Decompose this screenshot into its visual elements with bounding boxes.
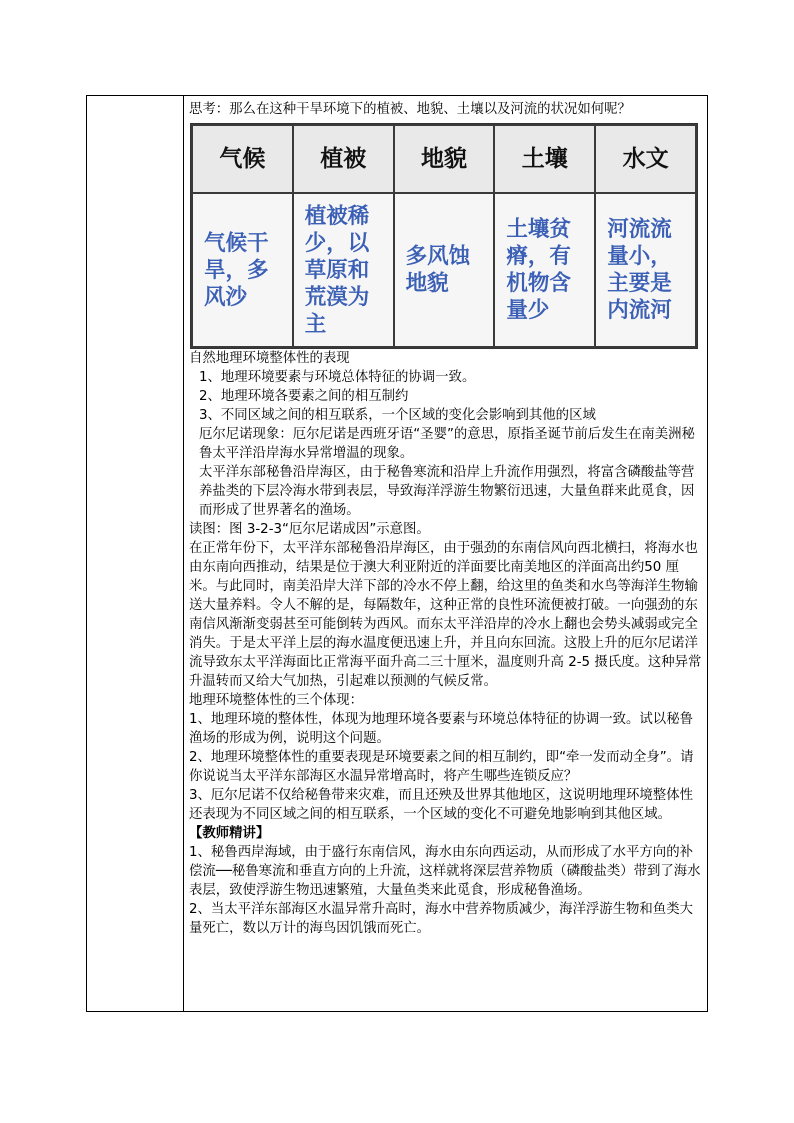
column-divider xyxy=(183,96,184,1011)
cell-soil: 土壤贫瘠，有机物含量少 xyxy=(495,194,594,346)
header-soil: 土壤 xyxy=(495,126,594,192)
header-landform: 地貌 xyxy=(395,126,494,192)
list-item: 3、厄尔尼诺不仅给秘鲁带来灾难，而且还殃及世界其他地区，这说明地理环境整体性还表现为不同区域之间的相互联系，一个区域的变化不可避免地影响到其他区域。 xyxy=(189,788,693,822)
cell-hydrology: 河流流量小，主要是内流河 xyxy=(596,194,695,346)
header-hydrology: 水文 xyxy=(596,126,695,192)
cell-climate: 气候干旱，多风沙 xyxy=(193,194,292,346)
list-item: 2、地理环境整体性的重要表现是环境要素之间的相互制约，即“牵一发而动全身”。请你说说当太平洋东部海区水温异常增高时，将产生哪些连锁反应？ xyxy=(189,750,694,784)
thinking-question: 思考：那么在这种干旱环境下的植被、地貌、土壤以及河流的状况如何呢？ xyxy=(189,102,631,117)
lesson-table xyxy=(86,95,708,1012)
cell-vegetation: 植被稀少，以草原和荒漠为主 xyxy=(294,194,393,346)
elnino-definition: 厄尔尼诺现象：厄尔尼诺是西班牙语“圣婴”的意思，原指圣诞节前后发生在南美洲秘鲁太平洋沿岸海水异常增温的现象。 xyxy=(199,427,695,461)
lesson-content xyxy=(189,100,705,938)
list-item: 1、地理环境的整体性，体现为地理环境各要素与环境总体特征的协调一致。试以秘鲁渔场的形成为例，说明这个问题。 xyxy=(189,712,693,746)
section-title: 自然地理环境整体性的表现 xyxy=(189,351,350,366)
header-vegetation: 植被 xyxy=(294,126,393,192)
reading-title: 读图：图 3-2-3“厄尔尼诺成因”示意图。 xyxy=(189,522,430,537)
list-item: 1、地理环境要素与环境总体特征的协调一致。 xyxy=(199,370,476,385)
list-item: 1、秘鲁西岸海域，由于盛行东南信风，海水由东向西运动，从而形成了水平方向的补偿流──秘鲁寒流和垂直方向的上升流，这样就将深层营养物质（磷酸盐类）带到了海水表层，致使浮游生物迅速繁殖，大量鱼类来此觅食，形成秘鲁渔场。 xyxy=(189,845,701,898)
teacher-title: 【教师精讲】 xyxy=(189,826,270,841)
peru-fishery-text: 太平洋东部秘鲁沿岸海区，由于秘鲁寒流和沿岸上升流作用强烈，将富含磷酸盐等营养盐类的下层冷海水带到表层，导致海洋浮游生物繁衍迅速，大量鱼群来此觅食，因而形成了世界著名的渔场。 xyxy=(199,465,695,518)
header-climate: 气候 xyxy=(193,126,292,192)
list-item: 2、地理环境各要素之间的相互制约 xyxy=(199,389,409,404)
reading-text: 在正常年份下，太平洋东部秘鲁沿岸海区，由于强劲的东南信风向西北横扫，将海水也由东南向西推动，结果是位于澳大利亚附近的洋面要比南美地区的洋面高出约50 厘米。与此同时，南美沿岸大洋下部的冷水不停上翻，给这里的鱼类和水鸟等海洋生物输送大量养料。令人不解的是，每隔数年，这种正常的良性环流便被打破。一向强劲的东南信风渐渐变弱甚至可能倒转为西风。而东太平洋沿岸的冷水上翻也会势头减弱或完全消失。于是太平洋上层的海水温度便迅速上升，并且向东回流。这股上升的厄尔尼诺洋流导致东太平洋海面比正常海平面升高二三十厘米，温度则升高 2-5 摄氏度。这种异常升温转而又给大气加热，引起难以预测的气候反常。 xyxy=(189,541,702,689)
three-aspects-title: 地理环境整体性的三个体现： xyxy=(189,693,364,708)
list-item: 3、不同区域之间的相互联系，一个区域的变化会影响到其他的区域 xyxy=(199,408,596,423)
cell-landform: 多风蚀地貌 xyxy=(395,194,494,346)
list-item: 2、当太平洋东部海区水温异常升高时，海水中营养物质减少，海洋浮游生物和鱼类大量死亡，数以万计的海鸟因饥饿而死亡。 xyxy=(189,902,693,936)
dry-environment-table xyxy=(190,123,698,349)
